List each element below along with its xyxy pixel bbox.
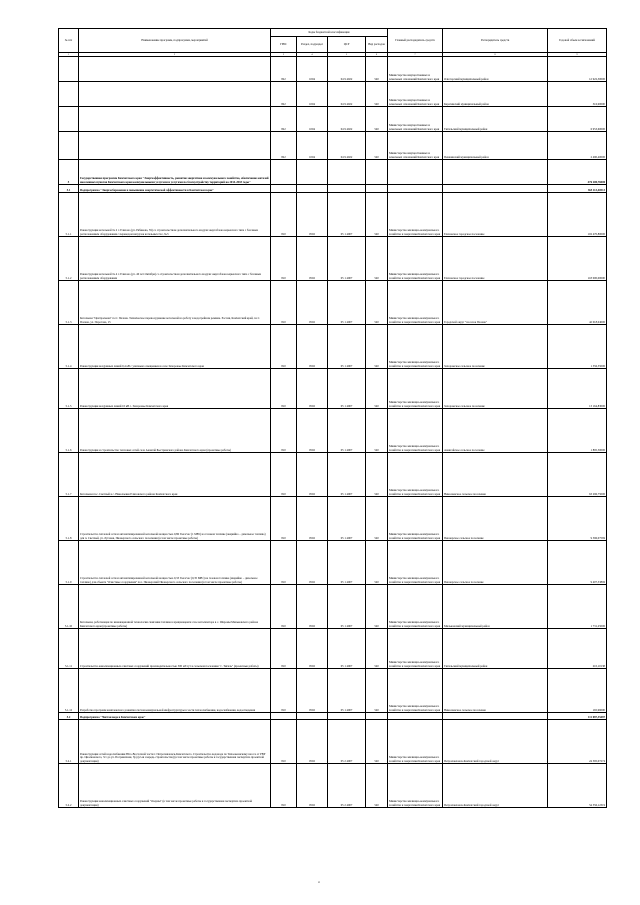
- row-name: Строительство канализационных очистных сооружений производительностью 300 м3/сут в сельском поселении "с. Тигиль" (проектные работы): [79, 629, 271, 669]
- row-csr: 05 1 4007: [328, 669, 366, 713]
- table-row: [59, 193, 607, 237]
- row-vr: 540: [366, 369, 388, 409]
- row-csr: 05 1 4007: [328, 281, 366, 325]
- row-recipient: Тигильский муниципальный район: [443, 107, 548, 132]
- row-csr: 04 9 4022: [328, 82, 366, 107]
- row-name: Строительство тепловой сети и автоматизированной котельной мощностью 0,86 Гкал/час (1 МВт) на газовом топливе (аварийно – дизельное топливо) для п. Светлый, ул. Луговая, Пионерского сельского поселения (в том числе проектные работы): [79, 497, 271, 541]
- row-number: 5.1.5: [59, 369, 79, 409]
- row-vr: [366, 160, 388, 185]
- column-number: 3: [271, 53, 297, 57]
- row-recipient: Мильковский муниципальный район: [443, 585, 548, 629]
- row-vr: 540: [366, 132, 388, 160]
- header-main-admin: Главный распорядитель средств: [388, 29, 443, 53]
- row-vr: 540: [366, 82, 388, 107]
- row-section: [297, 713, 328, 720]
- column-number: 5: [328, 53, 366, 57]
- header-num: № п/п: [59, 29, 79, 53]
- table-row: [59, 541, 607, 585]
- row-number: 5: [59, 160, 79, 185]
- row-csr: 05 1 4007: [328, 237, 366, 281]
- row-csr: 04 9 4022: [328, 57, 366, 82]
- row-vr: 540: [366, 629, 388, 669]
- row-vr: 540: [366, 409, 388, 453]
- row-number: 5.1.12: [59, 669, 79, 713]
- column-number: 9: [548, 53, 607, 57]
- row-csr: 04 9 4022: [328, 132, 366, 160]
- row-recipient: Петропавловск-Камчатский городской округ: [443, 764, 548, 808]
- row-grbs: 810: [271, 453, 297, 497]
- row-section: 0502: [297, 369, 328, 409]
- row-amount: 24 395,07274: [548, 720, 607, 764]
- row-main-admin: Министерство имущественных и земельных отношений Камчатского края: [388, 107, 443, 132]
- table-row: [59, 325, 607, 369]
- row-recipient: [443, 185, 548, 193]
- table-row: [59, 107, 607, 132]
- row-main-admin: Министерство жилищно-коммунального хозяйства и энергетики Камчатского края: [388, 453, 443, 497]
- row-name: Реконструкция котельной № 4 г. Елизово (ул. 40 лет Октября) со строительством дополнительного модуля энергоблока каркасного типа с блочным расположением оборудования: [79, 237, 271, 281]
- row-section: 0502: [297, 237, 328, 281]
- table-row: [59, 409, 607, 453]
- column-number: 4: [297, 53, 328, 57]
- row-grbs: [271, 160, 297, 185]
- row-main-admin: [388, 713, 443, 720]
- row-amount: 165,96000: [548, 669, 607, 713]
- table-row: [59, 281, 607, 325]
- row-name: Строительство тепловой сети и автоматизированной котельной мощностью 0,33 Гкал/час (0,35 МВт) на газовом топливе (аварийно – дизельное топливо) для объекта "Очистные сооружения" пос. Пионерский Пионерского сельского поселения (в том числе проектные работы): [79, 541, 271, 585]
- row-recipient: Николаевское сельское поселение: [443, 669, 548, 713]
- row-amount: 2 490,40000: [548, 132, 607, 160]
- row-vr: 540: [366, 497, 388, 541]
- row-name: Котельная "Центральная" п.г.т. Палана. Техническое перевооружение котельной на работу в водогрейном режиме. Россия, Камчатский край, п.г.т. Палана, ул. Поротова, 15: [79, 281, 271, 325]
- row-number: 5.1.2: [59, 237, 79, 281]
- row-amount: 111 087,35487: [548, 713, 607, 720]
- header-recipient: Распорядитель средств: [443, 29, 548, 53]
- row-main-admin: Министерство жилищно-коммунального хозяйства и энергетики Камчатского края: [388, 497, 443, 541]
- row-vr: 540: [366, 281, 388, 325]
- row-section: 1004: [297, 107, 328, 132]
- row-vr: 540: [366, 720, 388, 764]
- row-grbs: 810: [271, 497, 297, 541]
- row-section: 0502: [297, 541, 328, 585]
- row-name: Подпрограмма "Энергосбережение и повышение энергетической эффективности в Камчатском крае": [79, 185, 271, 193]
- table-row: [59, 669, 607, 713]
- row-csr: 05 1 4007: [328, 629, 366, 669]
- row-number: 5.1.3: [59, 281, 79, 325]
- header-csr: ЦСР: [328, 37, 366, 53]
- header-section: Раздел, подраздел: [297, 37, 328, 53]
- row-amount: 1 356,55000: [548, 325, 607, 369]
- row-amount: 1 895,50000: [548, 409, 607, 453]
- row-number: 5.1.8: [59, 497, 79, 541]
- row-section: 1004: [297, 132, 328, 160]
- row-name: Реконструкция котельной № 2 г. Елизово (ул. Рябикова, 59) со строительством дополнительного модуля энергоблока каркасного типа с блочным расположением оборудования с переводом нагрузок котельных №1, №3: [79, 193, 271, 237]
- row-number: [59, 107, 79, 132]
- table-row: [59, 369, 607, 409]
- row-section: 1004: [297, 82, 328, 107]
- row-grbs: 810: [271, 281, 297, 325]
- table-row: [59, 713, 607, 720]
- row-section: 0502: [297, 585, 328, 629]
- page-number: 4: [318, 880, 320, 884]
- row-recipient: Пенжинский муниципальный район: [443, 132, 548, 160]
- header-grbs: ГРБС: [271, 37, 297, 53]
- row-recipient: Запорожское сельское поселение: [443, 369, 548, 409]
- table-body: [59, 53, 607, 808]
- row-section: 0502: [297, 764, 328, 808]
- row-amount: 316,90000: [548, 82, 607, 107]
- row-csr: 05 2 4007: [328, 720, 366, 764]
- row-number: [59, 57, 79, 82]
- row-vr: 540: [366, 669, 388, 713]
- row-grbs: 810: [271, 409, 297, 453]
- row-name: Реконструкция канализационных очистных сооружений "Озерны" (в том числе проектные работы и государственная экспертиза проектной документации): [79, 764, 271, 808]
- row-vr: 540: [366, 585, 388, 629]
- row-amount: 365 113,40513: [548, 185, 607, 193]
- row-recipient: Запорожское сельское поселение: [443, 325, 548, 369]
- table-row: [59, 629, 607, 669]
- row-main-admin: Министерство жилищно-коммунального хозяйства и энергетики Камчатского края: [388, 281, 443, 325]
- row-recipient: Николаевское сельское поселение: [443, 453, 548, 497]
- row-vr: [366, 185, 388, 193]
- row-name: Подпрограмма "Чистая вода в Камчатском крае": [79, 713, 271, 720]
- column-number: 8: [443, 53, 548, 57]
- row-recipient: Петропавловск-Камчатский городской округ: [443, 720, 548, 764]
- row-section: [297, 185, 328, 193]
- table-row: [59, 720, 607, 764]
- header-vr: Вид расходов: [366, 37, 388, 53]
- header-name: Наименование программ, подпрограмм, мероприятий: [79, 29, 271, 53]
- row-csr: 05 1 4007: [328, 585, 366, 629]
- row-number: 5.2.1: [59, 720, 79, 764]
- row-main-admin: Министерство жилищно-коммунального хозяйства и энергетики Камчатского края: [388, 629, 443, 669]
- row-grbs: 810: [271, 541, 297, 585]
- row-grbs: 810: [271, 193, 297, 237]
- table-row: [59, 237, 607, 281]
- row-recipient: Елизовское городское поселение: [443, 193, 548, 237]
- row-recipient: Тигильский муниципальный район: [443, 629, 548, 669]
- row-amount: 6 953,60000: [548, 107, 607, 132]
- row-number: 5.1.7: [59, 453, 79, 497]
- column-number: 7: [388, 53, 443, 57]
- row-vr: 540: [366, 193, 388, 237]
- row-name: Реконструкция воздушных линий 10 кВ с. Запорожье Камчатского края: [79, 369, 271, 409]
- row-vr: 540: [366, 541, 388, 585]
- document-page: [58, 28, 606, 808]
- row-main-admin: Министерство жилищно-коммунального хозяйства и энергетики Камчатского края: [388, 325, 443, 369]
- row-csr: 05 1 4007: [328, 541, 366, 585]
- row-name: Реконструкция и строительство тепловых сетей села Анавгай Быстринского района Камчатского края (проектные работы): [79, 409, 271, 453]
- row-section: 0502: [297, 497, 328, 541]
- budget-table: [58, 28, 607, 808]
- row-section: 0502: [297, 281, 328, 325]
- row-number: 5.1.4: [59, 325, 79, 369]
- row-recipient: [443, 713, 548, 720]
- row-number: [59, 132, 79, 160]
- table-row: [59, 132, 607, 160]
- row-grbs: 810: [271, 720, 297, 764]
- row-grbs: 810: [271, 325, 297, 369]
- row-grbs: 810: [271, 669, 297, 713]
- row-section: [297, 160, 328, 185]
- row-csr: 05 1 4007: [328, 409, 366, 453]
- row-vr: 540: [366, 764, 388, 808]
- row-section: 0502: [297, 720, 328, 764]
- row-name: Реконструкция сетей водоснабжения Юго-Восточной части г. Петропавловск-Камчатского. Строительство водовода по Тихоокеанскому шоссе от РВР пр. Циолковского, 3/1 до ул. Пограничная, 3(а) (2-ая очередь строительства) (в том числе проектные работы и государственная экспертиза проектной документации): [79, 720, 271, 764]
- row-name: Государственная программа Камчатского края "Энергоэффективность, развитие энергетики и коммунального хозяйства, обеспечение жителей населенных пунктов Камчатского края коммунальными услугами и услугами по благоустройству территорий на 2014-2018 годы": [79, 160, 271, 185]
- row-name: Котельная пос. Светлый в с. Николаевка Елизовского района Камчатского края: [79, 453, 271, 497]
- row-section: 0502: [297, 669, 328, 713]
- row-vr: [366, 713, 388, 720]
- table-row: [59, 185, 607, 193]
- row-name: [79, 132, 271, 160]
- row-grbs: 810: [271, 585, 297, 629]
- table-row: [59, 585, 607, 629]
- row-vr: 540: [366, 237, 388, 281]
- row-number: 5.2: [59, 713, 79, 720]
- row-grbs: 810: [271, 237, 297, 281]
- row-main-admin: Министерство жилищно-коммунального хозяйства и энергетики Камчатского края: [388, 720, 443, 764]
- row-main-admin: Министерство имущественных и земельных отношений Камчатского края: [388, 82, 443, 107]
- row-csr: 05 1 4007: [328, 193, 366, 237]
- row-main-admin: Министерство жилищно-коммунального хозяйства и энергетики Камчатского края: [388, 193, 443, 237]
- row-amount: 210,10138: [548, 629, 607, 669]
- row-number: 5.1.1: [59, 193, 79, 237]
- row-amount: 1 731,25000: [548, 585, 607, 629]
- row-section: 0502: [297, 629, 328, 669]
- row-csr: [328, 185, 366, 193]
- table-row: [59, 160, 607, 185]
- row-grbs: 822: [271, 82, 297, 107]
- row-amount: 9 407,53806: [548, 541, 607, 585]
- row-recipient: Анавгайское сельское поселение: [443, 409, 548, 453]
- row-main-admin: [388, 160, 443, 185]
- row-amount: 9 396,07569: [548, 497, 607, 541]
- row-name: [79, 107, 271, 132]
- row-csr: 04 9 4022: [328, 107, 366, 132]
- row-number: 5.1.10: [59, 585, 79, 629]
- row-csr: [328, 160, 366, 185]
- row-name: [79, 57, 271, 82]
- row-grbs: [271, 713, 297, 720]
- row-recipient: Пионерское сельское поселение: [443, 541, 548, 585]
- row-section: 0502: [297, 325, 328, 369]
- row-name: Реконструкция воздушных линий 0,4 кВ с уличным освещением в селе Запорожье Камчатского края: [79, 325, 271, 369]
- row-recipient: Олюторский муниципальный район: [443, 57, 548, 82]
- row-name: Разработка программ комплексного развития систем коммунальной инфраструктуры в части теплоснабжения, водоснабжения, водоотведения: [79, 669, 271, 713]
- row-grbs: 822: [271, 57, 297, 82]
- column-number: 1: [59, 53, 79, 57]
- row-main-admin: Министерство жилищно-коммунального хозяйства и энергетики Камчатского края: [388, 237, 443, 281]
- table-row: [59, 57, 607, 82]
- row-recipient: Городской округ "поселок Палана": [443, 281, 548, 325]
- row-amount: 13 164,83000: [548, 369, 607, 409]
- table-row: [59, 453, 607, 497]
- row-main-admin: Министерство жилищно-коммунального хозяйства и энергетики Камчатского края: [388, 585, 443, 629]
- row-amount: 102 470,80000: [548, 193, 607, 237]
- table-row: [59, 82, 607, 107]
- row-amount: 12 922,30000: [548, 57, 607, 82]
- table-row: [59, 497, 607, 541]
- row-number: 5.1.9: [59, 541, 79, 585]
- row-main-admin: Министерство жилищно-коммунального хозяйства и энергетики Камчатского края: [388, 369, 443, 409]
- row-vr: 540: [366, 107, 388, 132]
- row-section: 0502: [297, 409, 328, 453]
- table-row: [59, 764, 607, 808]
- row-recipient: [443, 160, 548, 185]
- row-number: 5.1: [59, 185, 79, 193]
- row-recipient: Карагинский муниципальный район: [443, 82, 548, 107]
- row-main-admin: Министерство жилищно-коммунального хозяйства и энергетики Камчатского края: [388, 409, 443, 453]
- row-grbs: 810: [271, 369, 297, 409]
- row-grbs: 810: [271, 629, 297, 669]
- row-csr: 05 1 4007: [328, 497, 366, 541]
- row-number: 5.2.2: [59, 764, 79, 808]
- row-amount: 118 000,00000: [548, 237, 607, 281]
- row-amount: 476 200,76000: [548, 160, 607, 185]
- row-main-admin: [388, 185, 443, 193]
- row-main-admin: Министерство имущественных и земельных отношений Камчатского края: [388, 132, 443, 160]
- row-csr: 05 1 4007: [328, 369, 366, 409]
- row-section: 0502: [297, 193, 328, 237]
- row-csr: 05 2 4007: [328, 764, 366, 808]
- row-vr: 540: [366, 453, 388, 497]
- header-budget-codes: Коды бюджетной классификации: [271, 29, 388, 37]
- row-grbs: [271, 185, 297, 193]
- row-vr: 540: [366, 325, 388, 369]
- column-number: 2: [79, 53, 271, 57]
- row-name: [79, 82, 271, 107]
- header-annual-amount: Годовой объем ассигнований: [548, 29, 607, 53]
- row-csr: 05 1 4007: [328, 453, 366, 497]
- row-main-admin: Министерство жилищно-коммунального хозяйства и энергетики Камчатского края: [388, 764, 443, 808]
- row-section: 1004: [297, 57, 328, 82]
- row-recipient: Пионерское сельское поселение: [443, 497, 548, 541]
- row-amount: 54 356,12319: [548, 764, 607, 808]
- row-vr: 540: [366, 57, 388, 82]
- row-main-admin: Министерство жилищно-коммунального хозяйства и энергетики Камчатского края: [388, 669, 443, 713]
- row-section: 0502: [297, 453, 328, 497]
- row-grbs: 810: [271, 764, 297, 808]
- row-number: 5.1.6: [59, 409, 79, 453]
- row-csr: [328, 713, 366, 720]
- column-number: 6: [366, 53, 388, 57]
- row-number: 5.1.11: [59, 629, 79, 669]
- row-name: Котельная, работающая по инновационной технологии сжигания топлива в вращающемся слое катализатора в с. Шаромы Мильковского района Камчатского края (проектные работы): [79, 585, 271, 629]
- row-number: [59, 82, 79, 107]
- row-recipient: Елизовское городское поселение: [443, 237, 548, 281]
- row-amount: 42 018,04000: [548, 281, 607, 325]
- row-grbs: 822: [271, 132, 297, 160]
- row-csr: 05 1 4007: [328, 325, 366, 369]
- row-main-admin: Министерство жилищно-коммунального хозяйства и энергетики Камчатского края: [388, 541, 443, 585]
- row-amount: 63 296,75000: [548, 453, 607, 497]
- row-grbs: 822: [271, 107, 297, 132]
- row-main-admin: Министерство имущественных и земельных отношений Камчатского края: [388, 57, 443, 82]
